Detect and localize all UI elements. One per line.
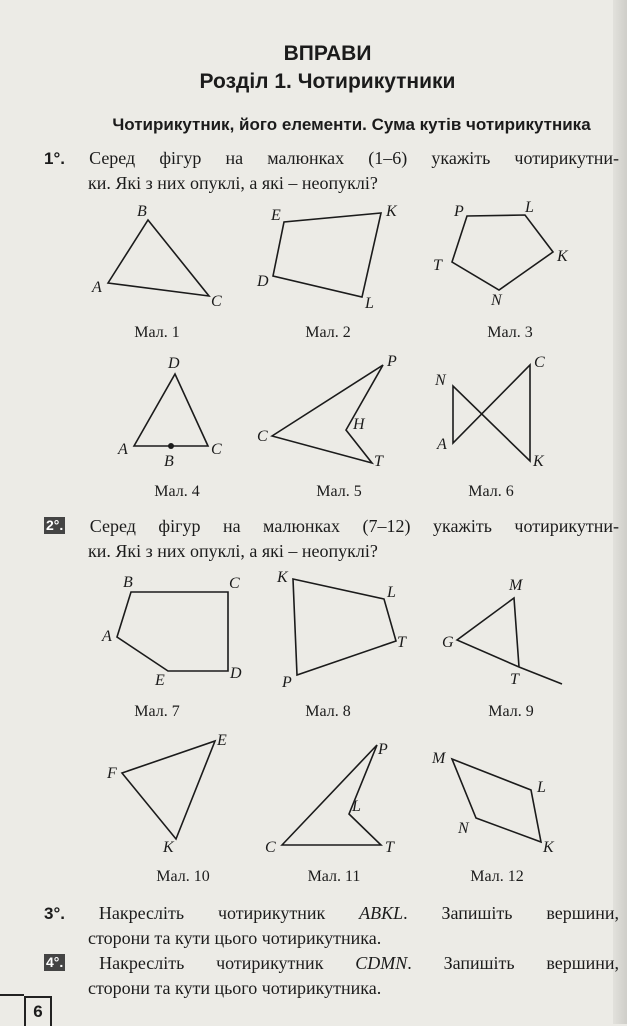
vertex-label: C [229, 575, 240, 592]
vertex-label: A [118, 441, 128, 458]
figure-2-shape [273, 213, 381, 297]
figure-caption: Мал. 5 [316, 483, 362, 500]
vertex-label: T [374, 453, 383, 470]
vertex-label: B [123, 574, 133, 591]
vertex-label: B [164, 453, 174, 470]
figure-caption: Мал. 10 [156, 868, 210, 885]
exercise-text: ки. Які з них опуклі, а які – неопуклі? [88, 541, 378, 561]
vertex-label: L [365, 295, 374, 312]
vertex-label: F [107, 765, 117, 782]
vertex-label: K [277, 569, 288, 586]
vertex-label: C [257, 428, 268, 445]
exercise-number: 3°. [44, 904, 65, 923]
figure-4-shape [134, 374, 208, 446]
vertex-label: D [230, 665, 242, 682]
vertex-label: G [442, 634, 454, 651]
figure-4-point [168, 443, 174, 449]
vertex-label: L [352, 798, 361, 815]
vertex-label: P [454, 203, 464, 220]
page-number-rule [0, 994, 24, 996]
figure-caption: Мал. 12 [470, 868, 524, 885]
exercise-text: . Запишіть вершини, [403, 903, 620, 923]
vertex-label: N [458, 820, 469, 837]
quadrilateral-name: CDMN [355, 953, 408, 973]
figure-10-shape [122, 741, 215, 839]
exercise-number-badge: 2°. [46, 517, 64, 533]
exercise-number-badge: 4°. [46, 954, 64, 970]
vertex-label: E [271, 207, 281, 224]
vertex-label: E [217, 732, 227, 749]
figure-caption: Мал. 11 [307, 868, 361, 885]
figure-caption: Мал. 9 [488, 703, 534, 720]
figure-11-shape [282, 745, 381, 845]
vertex-label: M [432, 750, 446, 767]
figure-5-shape [272, 365, 383, 463]
vertex-label: B [137, 203, 147, 220]
vertex-label: A [102, 628, 112, 645]
vertex-label: L [387, 584, 396, 601]
figure-3-shape [452, 215, 553, 290]
quadrilateral-name: ABKL [359, 903, 404, 923]
figure-7-shape [117, 592, 228, 671]
vertex-label: K [386, 203, 397, 220]
page-number: 6 [24, 996, 52, 1026]
section-title: Розділ 1. Чотирикутники [199, 70, 456, 93]
vertex-label: D [257, 273, 269, 290]
figure-caption: Мал. 3 [487, 324, 533, 341]
exercise-text: Накресліть чотирикутник [98, 903, 326, 923]
exercise-text: Серед фігур на малюнках (1–6) укажіть чотирикутни- [89, 148, 619, 168]
vertex-label: K [543, 839, 554, 856]
vertex-label: M [509, 577, 523, 594]
exercise-text: ки. Які з них опуклі, а які – неопуклі? [88, 173, 378, 193]
vertex-label: E [155, 672, 165, 689]
vertex-label: T [397, 634, 406, 651]
vertex-label: D [168, 355, 180, 372]
figure-caption: Мал. 2 [305, 324, 351, 341]
vertex-label: H [353, 416, 365, 433]
vertex-label: T [433, 257, 442, 274]
vertex-label: K [533, 453, 544, 470]
vertex-label: A [437, 436, 447, 453]
vertex-label: P [387, 353, 397, 370]
vertex-label: N [491, 292, 502, 309]
vertex-label: C [211, 441, 222, 458]
vertex-label: P [378, 741, 388, 758]
figure-caption: Мал. 8 [305, 703, 351, 720]
exercise-text: сторони та кути цього чотирикутника. [88, 928, 382, 948]
vertex-label: L [537, 779, 546, 796]
vertex-label: C [265, 839, 276, 856]
exercise-text: Накресліть чотирикутник [99, 953, 324, 973]
vertex-label: T [385, 839, 394, 856]
vertex-label: L [525, 199, 534, 216]
figure-1-shape [108, 220, 209, 296]
figure-8-shape [293, 579, 396, 675]
figure-6-shape [453, 365, 530, 461]
exercise-text: сторони та кути цього чотирикутника. [88, 978, 382, 998]
vertex-label: N [435, 372, 446, 389]
figure-caption: Мал. 1 [134, 324, 180, 341]
vertex-label: C [211, 293, 222, 310]
figure-caption: Мал. 4 [154, 483, 200, 500]
exercise-text: Серед фігур на малюнках (7–12) укажіть чотирикутни- [89, 516, 620, 536]
page-heading: ВПРАВИ [283, 42, 372, 65]
vertex-label: A [92, 279, 102, 296]
vertex-label: C [534, 354, 545, 371]
exercise-text: . Запишіть вершини, [407, 953, 619, 973]
vertex-label: K [163, 839, 174, 856]
vertex-label: T [510, 671, 519, 688]
figure-caption: Мал. 6 [468, 483, 514, 500]
figure-caption: Мал. 7 [134, 703, 180, 720]
vertex-label: P [282, 674, 292, 691]
vertex-label: K [557, 248, 568, 265]
exercise-number: 1°. [44, 149, 65, 168]
topic-title: Чотирикутник, його елементи. Сума кутів чотирикутника [112, 115, 591, 134]
